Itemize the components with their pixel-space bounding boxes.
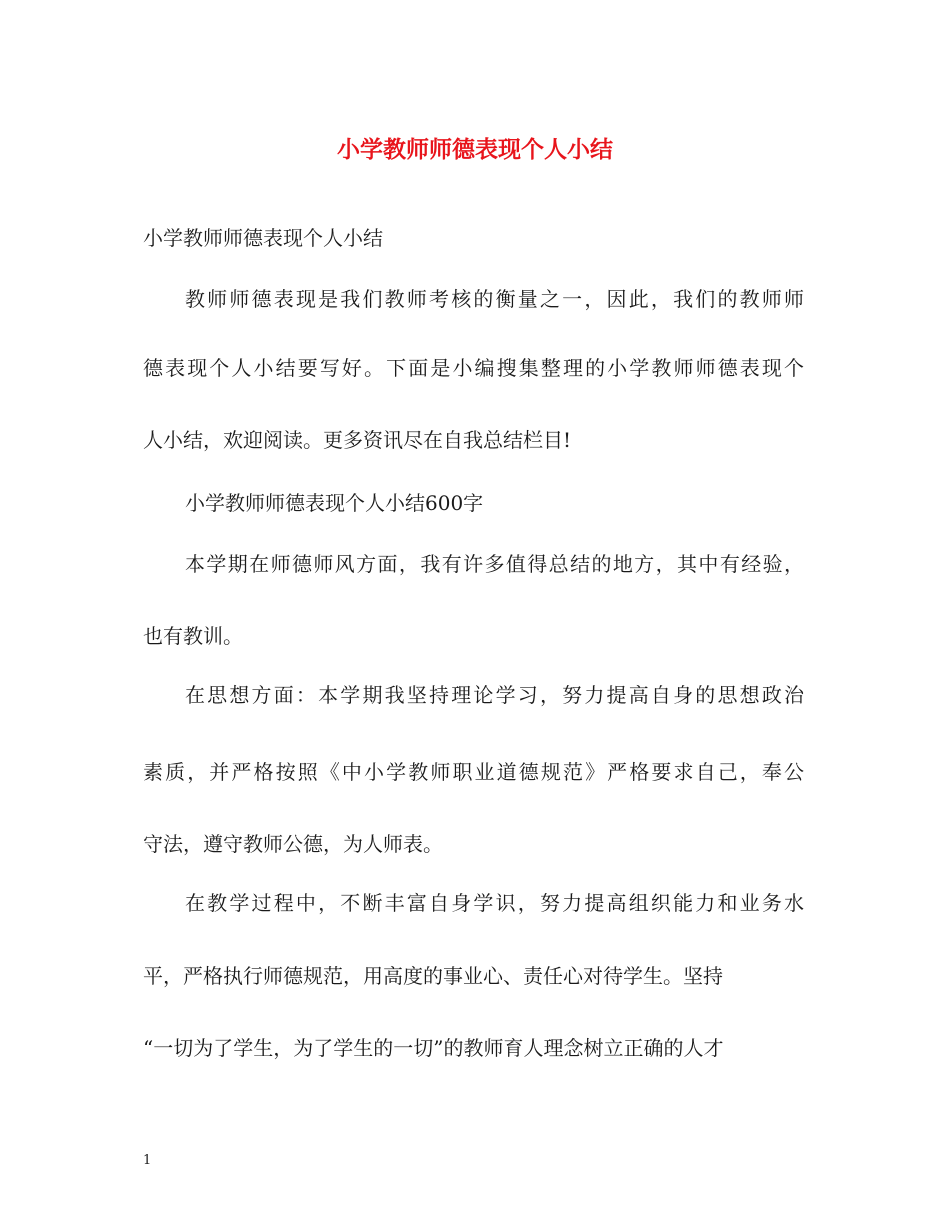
paragraph-line: 在思想方面：本学期我坚持理论学习，努力提高自身的思想政治 bbox=[185, 683, 804, 707]
paragraph-line: 平，严格执行师德规范，用高度的事业心、责任心对待学生。坚持 bbox=[143, 964, 723, 988]
paragraph-line: 德表现个人小结要写好。下面是小编搜集整理的小学教师师德表现个 bbox=[143, 356, 804, 380]
paragraph-line: 守法，遵守教师公德，为人师表。 bbox=[143, 832, 443, 856]
paragraph-line: “一切为了学生，为了学生的一切”的教师育人理念树立正确的人才 bbox=[143, 1036, 724, 1060]
paragraph-line: 本学期在师德师风方面，我有许多值得总结的地方，其中有经验， bbox=[185, 552, 804, 576]
paragraph-line: 素质，并严格按照《中小学教师职业道德规范》严格要求自己，奉公 bbox=[143, 760, 804, 784]
document-subtitle: 小学教师师德表现个人小结 bbox=[143, 226, 383, 250]
page-number: 1 bbox=[143, 1153, 152, 1168]
paragraph-line: 人小结，欢迎阅读。更多资讯尽在自我总结栏目! bbox=[143, 428, 572, 452]
paragraph-line: 教师师德表现是我们教师考核的衡量之一，因此，我们的教师师 bbox=[185, 287, 804, 311]
document-title: 小学教师师德表现个人小结 bbox=[337, 136, 613, 163]
paragraph-line: 也有教训。 bbox=[143, 624, 243, 648]
paragraph-line: 在教学过程中，不断丰富自身学识，努力提高组织能力和业务水 bbox=[185, 891, 804, 915]
section-heading: 小学教师师德表现个人小结600字 bbox=[185, 491, 484, 515]
